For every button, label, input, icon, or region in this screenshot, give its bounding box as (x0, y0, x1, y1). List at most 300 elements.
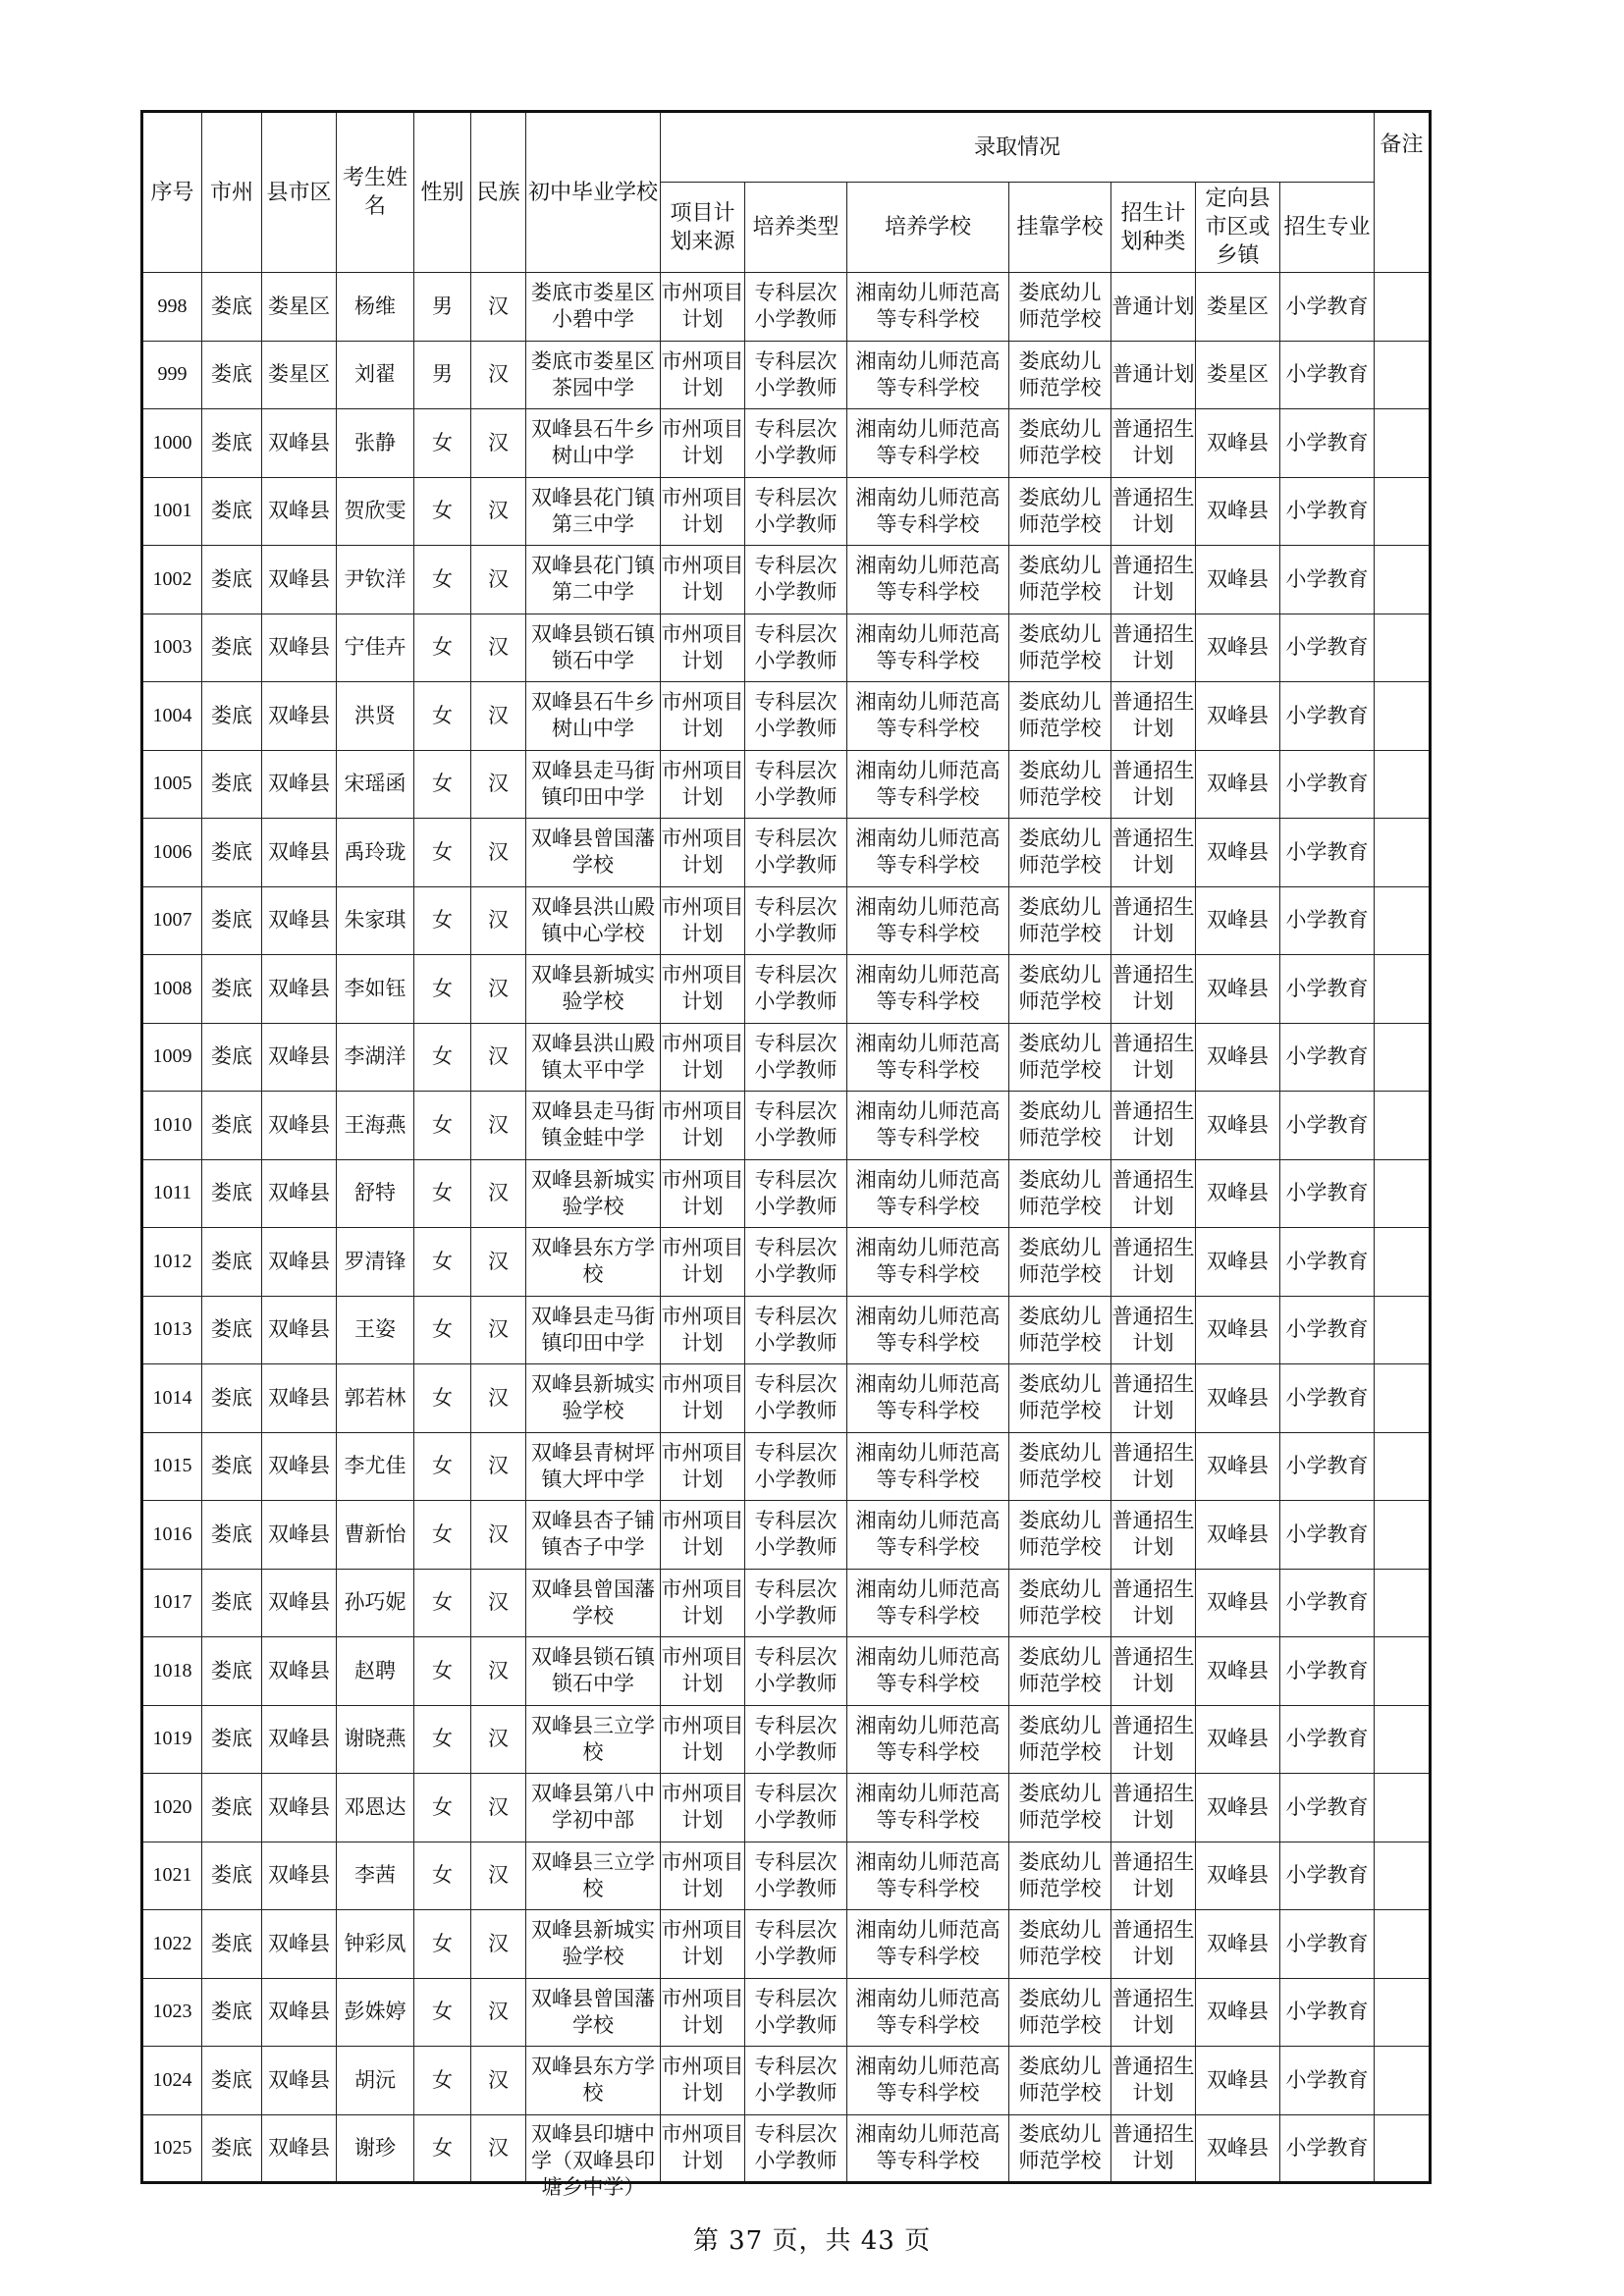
cell-gender (414, 1364, 471, 1433)
cell-seq (142, 341, 202, 409)
cell-major (1280, 477, 1375, 546)
cell-major-text: 小学教育 (1285, 566, 1369, 591)
cell-training-school-text: 湘南幼儿师范高等专科学校 (855, 1645, 1001, 1696)
cell-middle-school-text: 双峰县石牛乡树山中学 (531, 417, 655, 468)
cell-gender-text: 女 (432, 1863, 453, 1888)
cell-middle-school-text: 双峰县新城实验学校 (531, 1918, 655, 1969)
cell-gender (414, 409, 471, 478)
cell-seq (142, 2047, 202, 2115)
cell-training-school-text: 湘南幼儿师范高等专科学校 (855, 621, 1001, 672)
header-city: 市州 (202, 112, 262, 273)
cell-gender-text: 女 (432, 499, 453, 523)
cell-plan-type (1111, 409, 1196, 478)
cell-ethnicity-text: 汉 (488, 839, 509, 864)
cell-training-school (847, 2114, 1009, 2183)
cell-training-type-text: 专科层次小学教师 (754, 1509, 838, 1560)
cell-ethnicity-text: 汉 (488, 1385, 509, 1410)
cell-city (202, 886, 262, 955)
cell-remark (1375, 1501, 1431, 1570)
cell-plan-type (1111, 1092, 1196, 1160)
table-header (142, 112, 1431, 273)
cell-name-text: 王海燕 (344, 1112, 406, 1137)
cell-plan-source-text: 市州项目计划 (661, 281, 744, 332)
cell-training-school (847, 477, 1009, 546)
cell-name (337, 1364, 414, 1433)
cell-city (202, 750, 262, 819)
cell-middle-school-text: 双峰县洪山殿镇太平中学 (531, 1031, 655, 1082)
cell-middle-school (526, 1432, 661, 1501)
cell-name-text: 谢珍 (354, 2135, 396, 2160)
cell-plan-source (661, 955, 745, 1024)
cell-gender-text: 男 (432, 294, 453, 318)
cell-name (337, 409, 414, 478)
cell-affiliated-school-text: 娄底幼儿师范学校 (1018, 1918, 1102, 1969)
cell-ethnicity-text: 汉 (488, 1863, 509, 1888)
cell-county (262, 1842, 337, 1910)
cell-plan-source-text: 市州项目计划 (661, 1304, 744, 1355)
cell-major (1280, 1364, 1375, 1433)
cell-major-text: 小学教育 (1285, 1931, 1369, 1955)
cell-target-area (1196, 682, 1280, 751)
cell-name-text: 舒特 (354, 1181, 396, 1205)
cell-city-text: 娄底 (211, 1454, 252, 1478)
cell-plan-source-text: 市州项目计划 (661, 417, 744, 468)
cell-affiliated-school-text: 娄底幼儿师范学校 (1018, 1782, 1102, 1833)
cell-affiliated-school (1009, 955, 1111, 1024)
cell-training-type (745, 1092, 847, 1160)
cell-target-area (1196, 2114, 1280, 2183)
cell-plan-source (661, 1228, 745, 1297)
cell-affiliated-school-text: 娄底幼儿师范学校 (1018, 2122, 1102, 2173)
cell-target-area (1196, 409, 1280, 478)
cell-seq (142, 409, 202, 478)
cell-plan-source (661, 1842, 745, 1910)
cell-target-area (1196, 546, 1280, 614)
cell-target-area-text: 双峰县 (1207, 1454, 1269, 1478)
cell-remark (1375, 1705, 1431, 1774)
cell-target-area-text: 双峰县 (1207, 1794, 1269, 1819)
cell-plan-source-text: 市州项目计划 (661, 1782, 744, 1833)
cell-target-area-text: 双峰县 (1207, 839, 1269, 864)
cell-name-text: 王姿 (354, 1317, 396, 1342)
cell-name-text: 彭姝婷 (344, 2000, 406, 2024)
cell-middle-school (526, 1569, 661, 1637)
cell-plan-type (1111, 1978, 1196, 2047)
cell-affiliated-school-text: 娄底幼儿师范学校 (1018, 894, 1102, 945)
cell-city-text: 娄底 (211, 772, 252, 796)
cell-plan-source (661, 409, 745, 478)
cell-training-school-text: 湘南幼儿师范高等专科学校 (855, 1576, 1001, 1628)
cell-target-area-text: 双峰县 (1207, 499, 1269, 523)
cell-gender-text: 女 (432, 2000, 453, 2024)
cell-plan-source-text: 市州项目计划 (661, 894, 744, 945)
cell-plan-source (661, 1774, 745, 1842)
cell-training-type (745, 955, 847, 1024)
cell-training-school (847, 1501, 1009, 1570)
table-row (142, 2047, 1431, 2115)
cell-gender-text: 女 (432, 703, 453, 727)
cell-training-type (745, 477, 847, 546)
cell-middle-school (526, 1364, 661, 1433)
cell-county (262, 886, 337, 955)
cell-seq-text: 1016 (152, 1522, 192, 1545)
table-row (142, 1228, 1431, 1297)
header-county: 县市区 (262, 112, 337, 273)
cell-target-area-text: 娄星区 (1207, 294, 1269, 318)
cell-plan-source (661, 273, 745, 342)
cell-name-text: 邓恩达 (344, 1794, 406, 1819)
cell-name (337, 1159, 414, 1228)
cell-training-type (745, 886, 847, 955)
cell-training-type-text: 专科层次小学教师 (754, 1918, 838, 1969)
cell-seq (142, 1569, 202, 1637)
cell-major (1280, 750, 1375, 819)
cell-ethnicity-text: 汉 (488, 1931, 509, 1955)
cell-target-area (1196, 341, 1280, 409)
cell-ethnicity (471, 614, 526, 682)
cell-major (1280, 1159, 1375, 1228)
cell-plan-source-text: 市州项目计划 (661, 963, 744, 1014)
table-row (142, 886, 1431, 955)
cell-affiliated-school-text: 娄底幼儿师范学校 (1018, 690, 1102, 741)
cell-middle-school-text: 双峰县锁石镇锁石中学 (531, 621, 655, 672)
cell-training-type-text: 专科层次小学教师 (754, 281, 838, 332)
cell-plan-type-text: 普通招生计划 (1111, 894, 1195, 945)
cell-plan-source-text: 市州项目计划 (661, 1167, 744, 1218)
cell-ethnicity-text: 汉 (488, 1112, 509, 1137)
cell-training-school (847, 273, 1009, 342)
cell-training-type (745, 1432, 847, 1501)
cell-name (337, 1705, 414, 1774)
cell-major (1280, 1978, 1375, 2047)
cell-gender (414, 1432, 471, 1501)
cell-training-school-text: 湘南幼儿师范高等专科学校 (855, 1713, 1001, 1764)
cell-seq-text: 1008 (152, 977, 192, 999)
cell-gender (414, 341, 471, 409)
cell-gender (414, 1569, 471, 1637)
cell-plan-type-text: 普通招生计划 (1111, 690, 1195, 741)
cell-county (262, 1432, 337, 1501)
table-body (142, 273, 1431, 2200)
cell-training-type-text: 专科层次小学教师 (754, 827, 838, 878)
cell-training-type (745, 1228, 847, 1297)
cell-training-type-text: 专科层次小学教师 (754, 554, 838, 605)
cell-county-text: 双峰县 (268, 839, 330, 864)
cell-major (1280, 546, 1375, 614)
cell-county (262, 1296, 337, 1364)
cell-training-school-text: 湘南幼儿师范高等专科学校 (855, 963, 1001, 1014)
cell-affiliated-school (1009, 1569, 1111, 1637)
cell-seq-text: 1019 (152, 1728, 192, 1750)
cell-middle-school (526, 1774, 661, 1842)
cell-affiliated-school-text: 娄底幼儿师范学校 (1018, 1576, 1102, 1628)
cell-training-school-text: 湘南幼儿师范高等专科学校 (855, 1918, 1001, 1969)
cell-plan-type (1111, 1774, 1196, 1842)
cell-name (337, 1842, 414, 1910)
cell-affiliated-school (1009, 546, 1111, 614)
cell-affiliated-school (1009, 273, 1111, 342)
cell-ethnicity (471, 750, 526, 819)
cell-name-text: 谢晓燕 (344, 1727, 406, 1751)
cell-ethnicity (471, 2047, 526, 2115)
cell-middle-school-text: 双峰县东方学校 (531, 1236, 655, 1287)
table-row (142, 1637, 1431, 1706)
cell-middle-school (526, 1705, 661, 1774)
cell-ethnicity (471, 409, 526, 478)
cell-seq (142, 1432, 202, 1501)
cell-major-text: 小学教育 (1285, 1658, 1369, 1682)
cell-city-text: 娄底 (211, 1863, 252, 1888)
cell-gender (414, 1774, 471, 1842)
cell-training-type (745, 1910, 847, 1979)
cell-city-text: 娄底 (211, 362, 252, 387)
cell-name (337, 341, 414, 409)
cell-ethnicity-text: 汉 (488, 635, 509, 660)
cell-target-area-text: 双峰县 (1207, 703, 1269, 727)
cell-plan-source (661, 819, 745, 887)
cell-plan-type-text: 普通招生计划 (1111, 1509, 1195, 1560)
cell-remark (1375, 819, 1431, 887)
cell-training-school-text: 湘南幼儿师范高等专科学校 (855, 1782, 1001, 1833)
cell-name-text: 朱家琪 (344, 908, 406, 933)
cell-plan-source-text: 市州项目计划 (661, 1031, 744, 1082)
cell-middle-school-text: 双峰县花门镇第二中学 (531, 554, 655, 605)
cell-plan-type-text: 普通招生计划 (1111, 554, 1195, 605)
cell-ethnicity (471, 1705, 526, 1774)
cell-plan-type-text: 普通招生计划 (1111, 1782, 1195, 1833)
cell-remark (1375, 409, 1431, 478)
cell-plan-source-text: 市州项目计划 (661, 1372, 744, 1423)
cell-plan-source-text: 市州项目计划 (661, 1099, 744, 1150)
cell-seq (142, 1842, 202, 1910)
cell-training-type-text: 专科层次小学教师 (754, 2122, 838, 2173)
header-training-type: 培养类型 (745, 183, 847, 273)
cell-name-text: 曹新怡 (344, 1522, 406, 1546)
header-training-school: 培养学校 (847, 183, 1009, 273)
cell-gender (414, 2047, 471, 2115)
table-row (142, 546, 1431, 614)
cell-plan-source-text: 市州项目计划 (661, 1576, 744, 1628)
cell-middle-school-text: 双峰县新城实验学校 (531, 1372, 655, 1423)
cell-plan-source-text: 市州项目计划 (661, 348, 744, 400)
cell-target-area-text: 双峰县 (1207, 1931, 1269, 1955)
cell-county-text: 双峰县 (268, 635, 330, 660)
cell-major (1280, 341, 1375, 409)
cell-major (1280, 1637, 1375, 1706)
cell-county (262, 1910, 337, 1979)
cell-city (202, 1296, 262, 1364)
cell-plan-type-text: 普通招生计划 (1111, 963, 1195, 1014)
cell-training-type-text: 专科层次小学教师 (754, 1713, 838, 1764)
cell-training-type (745, 2047, 847, 2115)
cell-remark (1375, 1364, 1431, 1433)
cell-city-text: 娄底 (211, 2000, 252, 2024)
cell-gender (414, 614, 471, 682)
cell-plan-type (1111, 477, 1196, 546)
cell-remark (1375, 1023, 1431, 1092)
cell-city-text: 娄底 (211, 1590, 252, 1615)
cell-target-area-text: 双峰县 (1207, 2135, 1269, 2160)
cell-target-area-text: 娄星区 (1207, 362, 1269, 387)
cell-target-area (1196, 1978, 1280, 2047)
cell-plan-source (661, 1432, 745, 1501)
cell-training-school (847, 886, 1009, 955)
cell-city-text: 娄底 (211, 1522, 252, 1546)
cell-middle-school-text: 双峰县新城实验学校 (531, 963, 655, 1014)
cell-training-school-text: 湘南幼儿师范高等专科学校 (855, 827, 1001, 878)
cell-county-text: 双峰县 (268, 1522, 330, 1546)
cell-seq-text: 1006 (152, 840, 192, 863)
cell-city-text: 娄底 (211, 294, 252, 318)
cell-affiliated-school (1009, 2047, 1111, 2115)
cell-county-text: 双峰县 (268, 1181, 330, 1205)
table-row (142, 1364, 1431, 1433)
cell-city-text: 娄底 (211, 499, 252, 523)
cell-gender-text: 女 (432, 1658, 453, 1682)
cell-middle-school-text: 双峰县花门镇第三中学 (531, 485, 655, 536)
cell-major-text: 小学教育 (1285, 976, 1369, 1000)
cell-middle-school-text: 双峰县锁石镇锁石中学 (531, 1645, 655, 1696)
cell-training-type-text: 专科层次小学教师 (754, 1576, 838, 1628)
cell-ethnicity (471, 1364, 526, 1433)
cell-seq (142, 273, 202, 342)
header-remarks: 备注 (1375, 112, 1431, 273)
table-row (142, 1092, 1431, 1160)
cell-affiliated-school-text: 娄底幼儿师范学校 (1018, 1986, 1102, 2037)
cell-name (337, 546, 414, 614)
cell-city (202, 1432, 262, 1501)
cell-middle-school (526, 2047, 661, 2115)
cell-plan-type-text: 普通招生计划 (1111, 1372, 1195, 1423)
cell-plan-source (661, 886, 745, 955)
cell-ethnicity-text: 汉 (488, 772, 509, 796)
cell-seq-text: 1001 (152, 500, 192, 522)
table-row (142, 409, 1431, 478)
cell-name (337, 886, 414, 955)
cell-name (337, 750, 414, 819)
cell-gender-text: 女 (432, 772, 453, 796)
cell-affiliated-school-text: 娄底幼儿师范学校 (1018, 2055, 1102, 2106)
cell-major (1280, 2047, 1375, 2115)
cell-city (202, 2114, 262, 2183)
cell-target-area-text: 双峰县 (1207, 430, 1269, 454)
cell-city (202, 682, 262, 751)
cell-gender-text: 女 (432, 1044, 453, 1069)
cell-plan-source (661, 1501, 745, 1570)
cell-ethnicity-text: 汉 (488, 1794, 509, 1819)
cell-affiliated-school-text: 娄底幼儿师范学校 (1018, 758, 1102, 809)
cell-target-area-text: 双峰县 (1207, 2000, 1269, 2024)
cell-seq (142, 1092, 202, 1160)
cell-training-type (745, 1296, 847, 1364)
table-row (142, 1023, 1431, 1092)
cell-city-text: 娄底 (211, 1112, 252, 1137)
cell-city-text: 娄底 (211, 1727, 252, 1751)
cell-training-type-text: 专科层次小学教师 (754, 1099, 838, 1150)
cell-major (1280, 1842, 1375, 1910)
cell-seq-text: 1023 (152, 2001, 192, 2023)
cell-seq (142, 1910, 202, 1979)
cell-target-area-text: 双峰县 (1207, 635, 1269, 660)
cell-ethnicity (471, 682, 526, 751)
cell-training-type (745, 2114, 847, 2183)
cell-training-type-text: 专科层次小学教师 (754, 485, 838, 536)
cell-city-text: 娄底 (211, 1794, 252, 1819)
cell-county-text: 双峰县 (268, 1454, 330, 1478)
cell-plan-source (661, 1569, 745, 1637)
cell-seq-text: 1018 (152, 1659, 192, 1682)
cell-major-text: 小学教育 (1285, 1863, 1369, 1888)
cell-plan-source (661, 614, 745, 682)
cell-target-area-text: 双峰县 (1207, 566, 1269, 591)
cell-training-school (847, 1910, 1009, 1979)
cell-target-area-text: 双峰县 (1207, 1317, 1269, 1342)
cell-middle-school (526, 1023, 661, 1092)
cell-middle-school-text: 双峰县走马街镇印田中学 (531, 1304, 655, 1355)
cell-city-text: 娄底 (211, 976, 252, 1000)
cell-county-text: 双峰县 (268, 1249, 330, 1273)
cell-county-text: 双峰县 (268, 1044, 330, 1069)
cell-major-text: 小学教育 (1285, 2000, 1369, 2024)
cell-middle-school-text: 双峰县石牛乡树山中学 (531, 690, 655, 741)
cell-training-school (847, 341, 1009, 409)
cell-county (262, 1774, 337, 1842)
cell-training-school (847, 1978, 1009, 2047)
cell-gender-text: 女 (432, 1249, 453, 1273)
cell-plan-source (661, 1023, 745, 1092)
cell-training-school-text: 湘南幼儿师范高等专科学校 (855, 1440, 1001, 1491)
cell-ethnicity-text: 汉 (488, 362, 509, 387)
table-row (142, 341, 1431, 409)
cell-plan-type-text: 普通招生计划 (1111, 1031, 1195, 1082)
cell-ethnicity-text: 汉 (488, 1727, 509, 1751)
cell-ethnicity-text: 汉 (488, 976, 509, 1000)
cell-county (262, 750, 337, 819)
cell-training-school (847, 1228, 1009, 1297)
cell-affiliated-school-text: 娄底幼儿师范学校 (1018, 1099, 1102, 1150)
cell-training-school (847, 546, 1009, 614)
cell-plan-source (661, 1092, 745, 1160)
cell-major-text: 小学教育 (1285, 430, 1369, 454)
cell-plan-source-text: 市州项目计划 (661, 1236, 744, 1287)
cell-training-type (745, 750, 847, 819)
cell-plan-source (661, 477, 745, 546)
table-row (142, 1774, 1431, 1842)
cell-county (262, 682, 337, 751)
cell-remark (1375, 2047, 1431, 2115)
cell-county-text: 双峰县 (268, 1658, 330, 1682)
cell-major-text: 小学教育 (1285, 294, 1369, 318)
cell-seq (142, 1296, 202, 1364)
cell-gender-text: 女 (432, 1931, 453, 1955)
cell-gender-text: 女 (432, 1794, 453, 1819)
cell-training-school-text: 湘南幼儿师范高等专科学校 (855, 1849, 1001, 1900)
cell-plan-source (661, 1910, 745, 1979)
cell-seq (142, 819, 202, 887)
cell-city (202, 1705, 262, 1774)
cell-middle-school-text: 双峰县洪山殿镇中心学校 (531, 894, 655, 945)
cell-training-school (847, 819, 1009, 887)
cell-training-type-text: 专科层次小学教师 (754, 1645, 838, 1696)
cell-training-type (745, 1023, 847, 1092)
cell-middle-school (526, 614, 661, 682)
cell-name (337, 477, 414, 546)
cell-gender (414, 1637, 471, 1706)
cell-affiliated-school (1009, 1501, 1111, 1570)
cell-seq (142, 614, 202, 682)
cell-middle-school-text: 双峰县曾国藩学校 (531, 1576, 655, 1628)
cell-gender-text: 女 (432, 1181, 453, 1205)
